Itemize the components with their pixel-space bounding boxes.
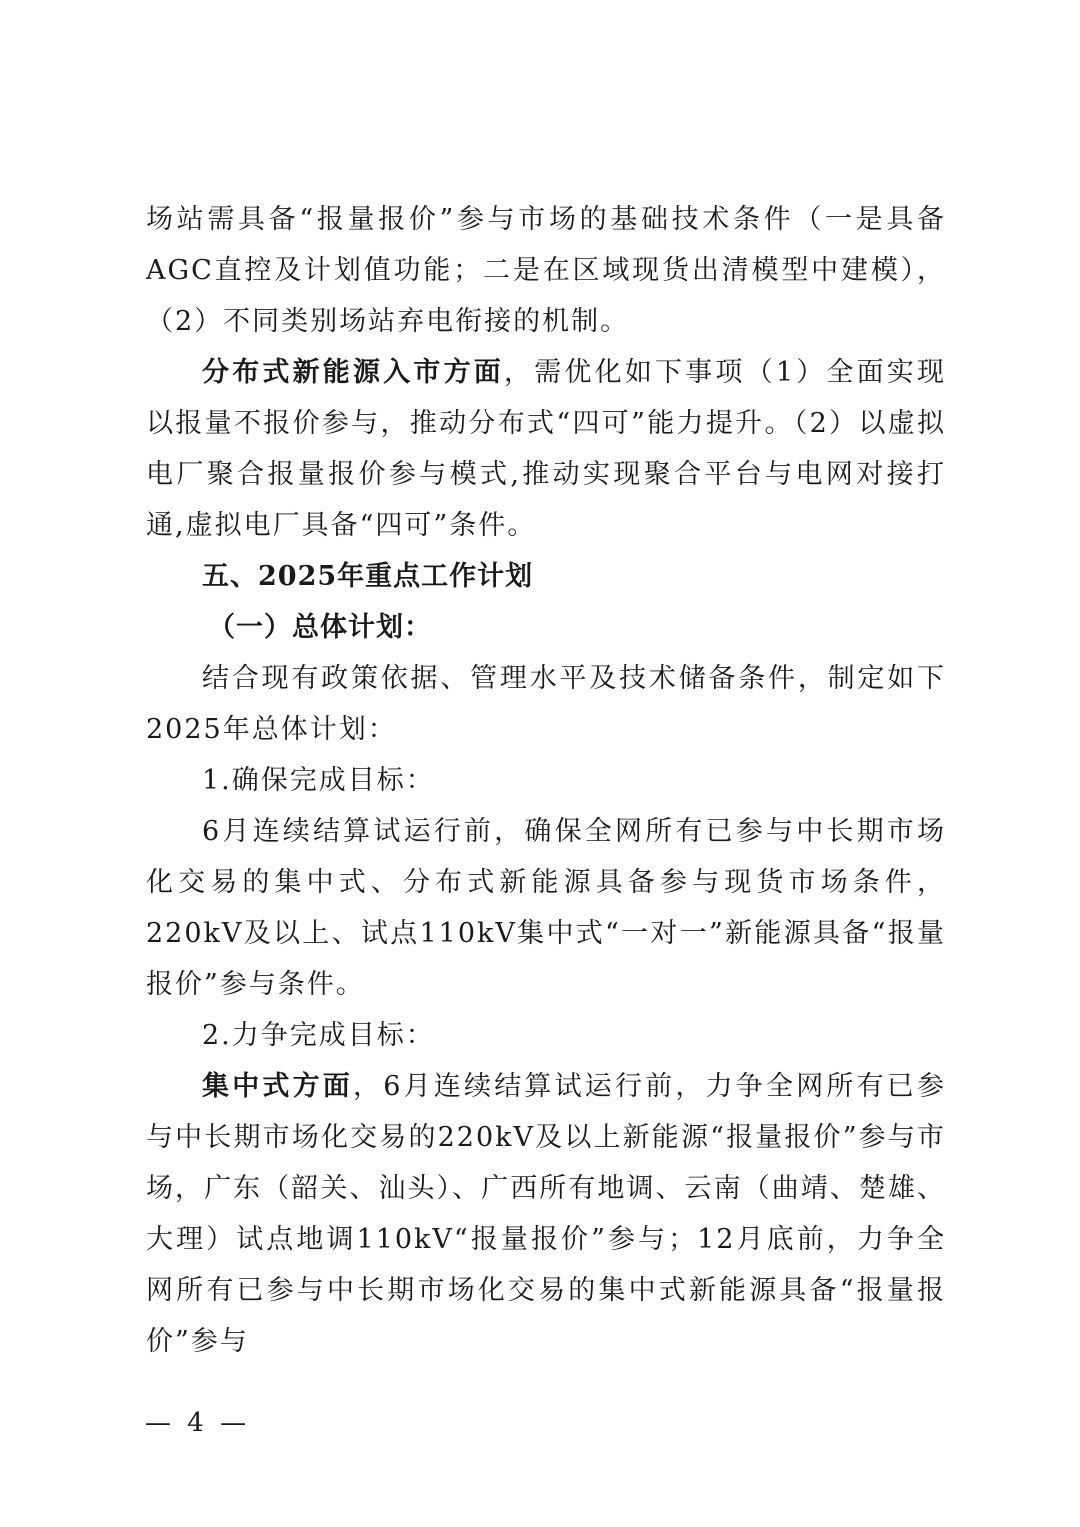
list-item-ensure-targets bbox=[146, 755, 946, 806]
paragraph-text: ，需优化如下事项（1）全面实现以报量不报价参与，推动分布式“四可”能力提升。（2）以虚拟电厂聚合报量报价参与模式,推动实现聚合平台与电网对接打通,虚拟电厂具备“四可”条件。 bbox=[146, 357, 947, 541]
paragraph-text: 场站需具备“报量报价”参与市场的基础技术条件（一是具备AGC直控及计划值功能；二是在区域现货出清模型中建模），（2）不同类别场站弃电衔接的机制。 bbox=[146, 204, 946, 337]
paragraph-lead-bold: 分布式新能源入市方面 bbox=[202, 357, 505, 388]
document-body bbox=[146, 194, 946, 1367]
paragraph-lead-bold: 集中式方面 bbox=[202, 1071, 354, 1102]
list-item-strive-targets bbox=[146, 1010, 946, 1061]
paragraph-text: 1.确保完成目标： bbox=[202, 765, 435, 796]
paragraph-technical-conditions bbox=[146, 194, 946, 347]
section-heading-2025-plan: 五、2025年重点工作计划 bbox=[202, 561, 534, 592]
page-number: — 4 — bbox=[145, 1408, 251, 1438]
paragraph-ensure-targets bbox=[146, 806, 946, 1010]
paragraph-text: 结合现有政策依据、管理水平及技术储备条件，制定如下2025年总体计划： bbox=[146, 663, 946, 745]
paragraph-distributed-energy bbox=[146, 347, 946, 551]
paragraph-text: 2.力争完成目标： bbox=[202, 1020, 435, 1051]
subsection-heading-overall-plan: （一）总体计划： bbox=[208, 612, 432, 643]
paragraph-text: ，6月连续结算试运行前，力争全网所有已参与中长期市场化交易的220kV及以上新能源“报量报价”参与市场，广东（韶关、汕头）、广西所有地调、云南（曲靖、楚雄、大理）试点地调110kV“报量报价”参与；12月底前，力争全网所有已参与中长期市场化交易的集中式新能源具备“报量报价”参与 bbox=[146, 1071, 947, 1357]
paragraph-centralized bbox=[146, 1061, 946, 1367]
paragraph-text: 6月连续结算试运行前，确保全网所有已参与中长期市场化交易的集中式、分布式新能源具备参与现货市场条件，220kV及以上、试点110kV集中式“一对一”新能源具备“报量报价”参与条件。 bbox=[146, 816, 946, 1000]
paragraph-plan-intro bbox=[146, 653, 946, 755]
